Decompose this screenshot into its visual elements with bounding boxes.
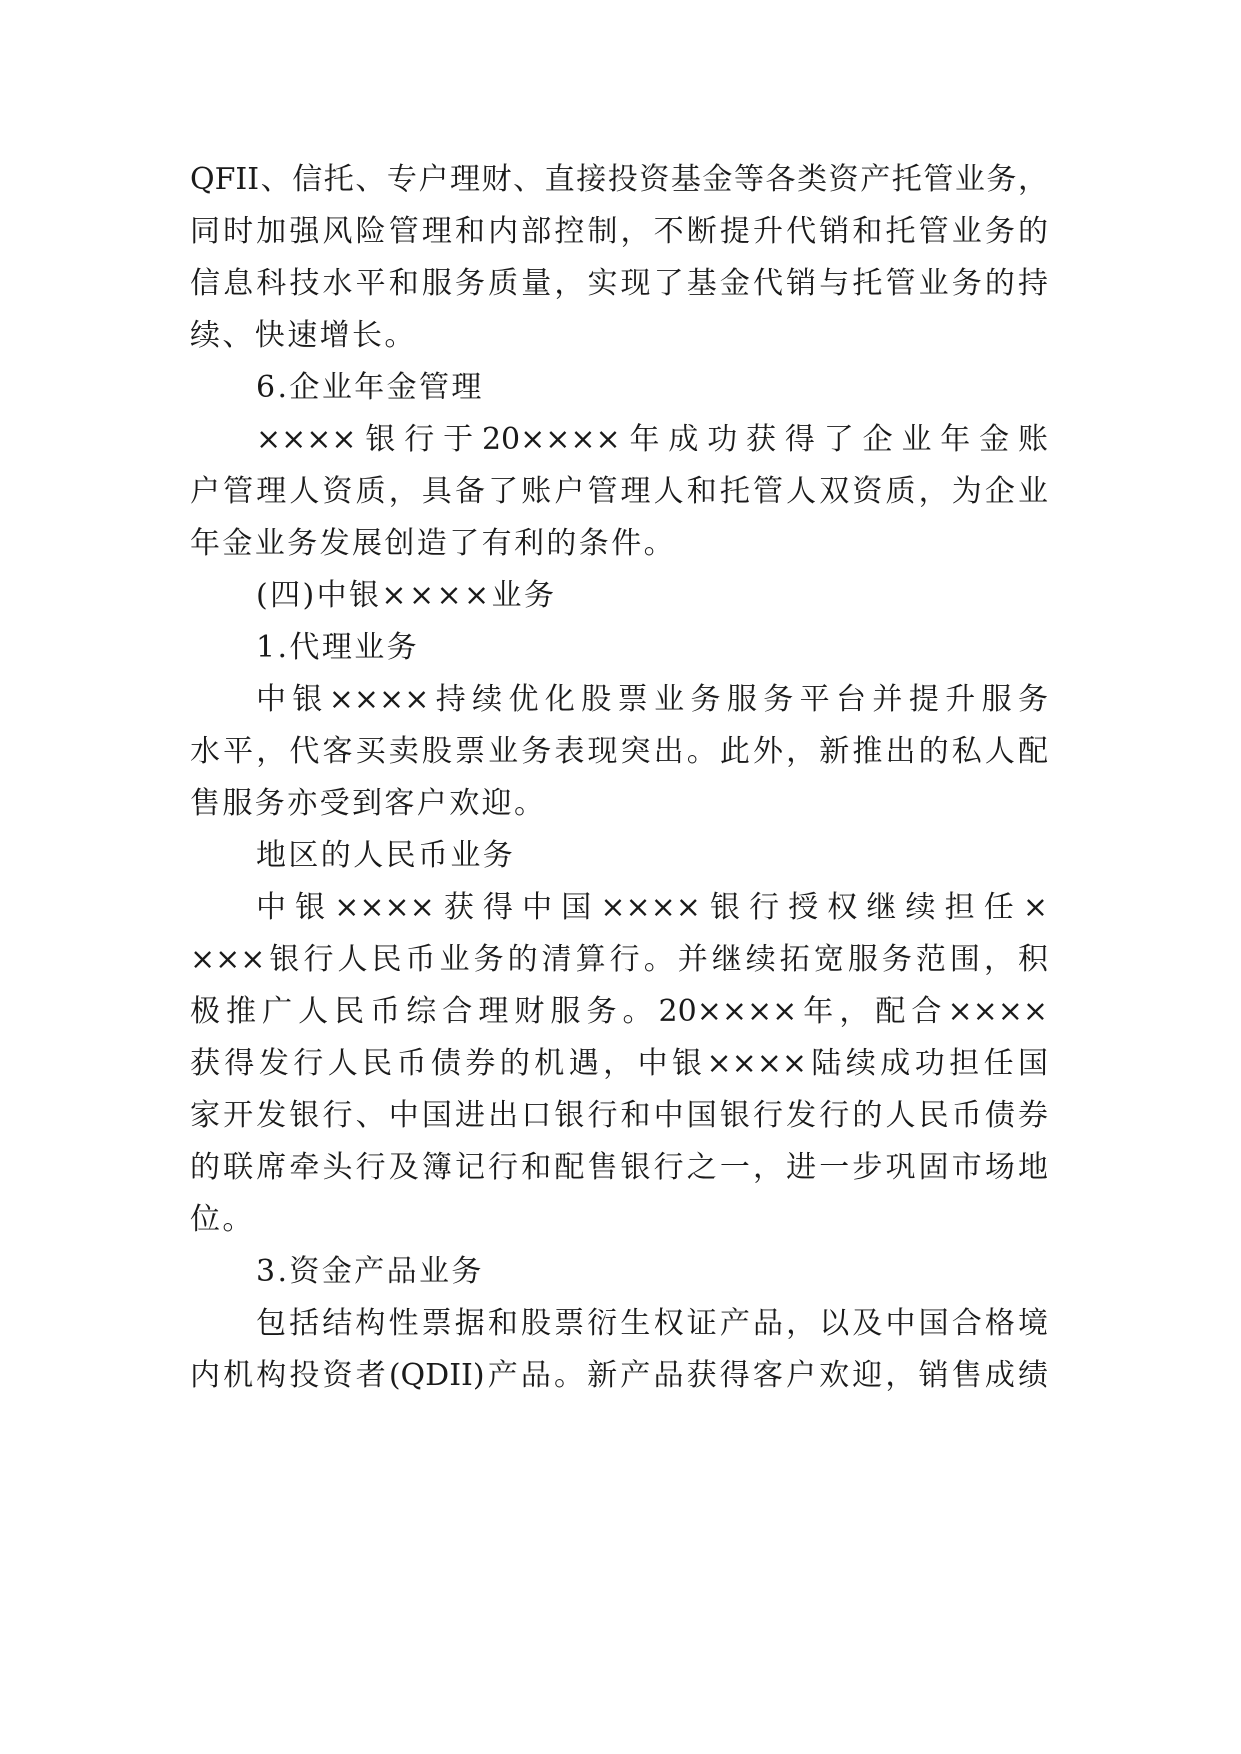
section-heading: 3.资金产品业务 [256, 1254, 484, 1289]
paragraph-line: QFII、信托、专户理财、直接投资基金等各类资产托管业务， [190, 162, 1048, 197]
paragraph-line: 极推广人民币综合理财服务。20××××年，配合×××× [190, 994, 1048, 1029]
paragraph-line: 售服务亦受到客户欢迎。 [190, 786, 547, 821]
paragraph-line: 中银××××获得中国××××银行授权继续担任× [256, 890, 1048, 925]
paragraph-line: 包括结构性票据和股票衍生权证产品，以及中国合格境 [256, 1306, 1048, 1341]
section-heading: 6.企业年金管理 [256, 370, 484, 405]
paragraph-line: ××××银行于20××××年成功获得了企业年金账 [256, 422, 1048, 457]
paragraph-line: 家开发银行、中国进出口银行和中国银行发行的人民币债券 [190, 1098, 1048, 1133]
section-heading: (四)中银××××业务 [256, 578, 557, 613]
paragraph-line: 户管理人资质，具备了账户管理人和托管人双资质，为企业 [190, 474, 1048, 509]
paragraph-line: 中银××××持续优化股票业务服务平台并提升服务 [256, 682, 1048, 717]
section-heading: 地区的人民币业务 [256, 838, 516, 873]
paragraph-line: 内机构投资者(QDII)产品。新产品获得客户欢迎，销售成绩 [190, 1358, 1048, 1393]
paragraph-line: 同时加强风险管理和内部控制，不断提升代销和托管业务的 [190, 214, 1048, 249]
paragraph-line: 水平，代客买卖股票业务表现突出。此外，新推出的私人配 [190, 734, 1048, 769]
section-heading: 1.代理业务 [256, 630, 420, 665]
paragraph-line: 信息科技水平和服务质量，实现了基金代销与托管业务的持 [190, 266, 1048, 301]
paragraph-line: 年金业务发展创造了有利的条件。 [190, 526, 676, 561]
paragraph-line: 续、快速增长。 [190, 318, 417, 353]
paragraph-line: 位。 [190, 1202, 255, 1237]
paragraph-line: 的联席牵头行及簿记行和配售银行之一，进一步巩固市场地 [190, 1150, 1048, 1185]
paragraph-line: ×××银行人民币业务的清算行。并继续拓宽服务范围，积 [190, 942, 1048, 977]
paragraph-line: 获得发行人民币债券的机遇，中银××××陆续成功担任国 [190, 1046, 1048, 1081]
